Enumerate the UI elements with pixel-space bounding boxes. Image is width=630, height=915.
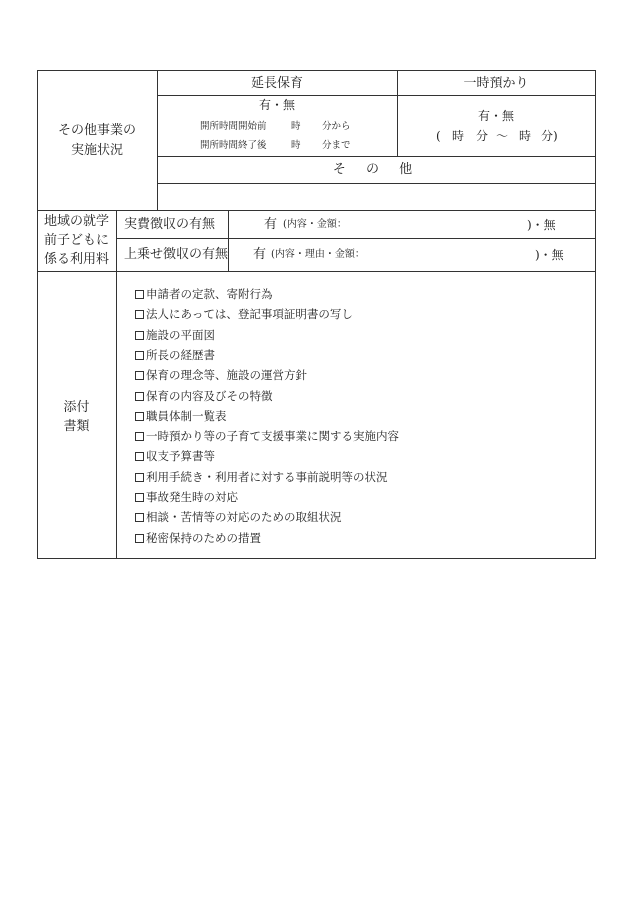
extended-start-min: 分から	[322, 121, 351, 132]
temp-care-header: 一時預かり	[463, 76, 529, 91]
attachment-item[interactable]	[135, 530, 261, 545]
actual-cost-yes[interactable]: 有	[264, 217, 278, 232]
checkbox-icon[interactable]	[135, 412, 144, 421]
attachment-item[interactable]	[135, 451, 215, 463]
divider	[116, 210, 117, 559]
table-border-bottom	[37, 558, 596, 559]
attachment-item-label: 法人にあっては、登記事項証明書の写し	[146, 307, 353, 322]
temp-care-time-m2: 分)	[541, 129, 558, 143]
divider	[157, 70, 158, 210]
attachment-item-label: 保育の内容及びその特徴	[146, 388, 273, 403]
divider	[37, 210, 596, 211]
checkbox-icon[interactable]	[135, 392, 144, 401]
attachment-item[interactable]	[135, 347, 215, 362]
fees-label-line3: 係る利用料	[43, 252, 109, 267]
temp-care-time-open: (	[436, 129, 441, 143]
fees-label-line1: 地域の就学	[43, 214, 109, 229]
extended-start-label: 開所時間開始前	[200, 121, 267, 132]
other-business-label-line2: 実施状況	[70, 143, 123, 158]
table-border-top	[37, 70, 596, 71]
temp-care-time-tilde: ～	[496, 129, 509, 143]
divider	[116, 238, 596, 239]
temp-care-yes-no[interactable]: 有・無	[477, 109, 514, 123]
checkbox-icon[interactable]	[135, 290, 144, 299]
others-value[interactable]	[165, 190, 585, 206]
extended-end-min: 分まで	[322, 140, 351, 151]
temp-care-time-h1: 時	[452, 129, 465, 143]
checkbox-icon[interactable]	[135, 371, 144, 380]
divider	[157, 95, 596, 96]
extended-care-yes-no[interactable]: 有・無	[258, 98, 295, 112]
actual-cost-label: 実費徴収の有無	[124, 217, 216, 232]
others-header: そ の 他	[332, 162, 421, 177]
extended-care-header: 延長保育	[250, 76, 303, 91]
attachment-item[interactable]	[135, 289, 273, 301]
temp-care-time-h2: 時	[519, 129, 532, 143]
attachment-item-label: 一時預かり等の子育て支援事業に関する実施内容	[146, 429, 399, 444]
other-business-label-line1: その他事業の	[57, 123, 136, 138]
extra-charge-no[interactable]: )・無	[535, 248, 564, 262]
extra-charge-label: 上乗せ徴収の有無	[124, 247, 229, 262]
attachment-item-label: 所長の経歴書	[146, 347, 215, 362]
attachments-label-line1: 添付	[63, 400, 90, 415]
attachment-item-label: 秘密保持のための措置	[146, 530, 261, 545]
attachment-item[interactable]	[135, 408, 227, 423]
checkbox-icon[interactable]	[135, 534, 144, 543]
divider	[157, 156, 596, 157]
attachment-item-label: 事故発生時の対応	[146, 490, 238, 504]
fees-label-line2: 前子どもに	[43, 233, 109, 248]
table-border-right	[595, 70, 596, 559]
attachment-item-label: 申請者の定款、寄附行為	[146, 287, 273, 301]
checkbox-icon[interactable]	[135, 473, 144, 482]
attachment-item[interactable]	[135, 370, 307, 382]
attachment-item-label: 利用手続き・利用者に対する事前説明等の状況	[146, 469, 388, 484]
attachment-item-label: 相談・苦情等の対応のための取組状況	[146, 510, 342, 525]
extra-charge-yes[interactable]: 有	[253, 247, 267, 262]
checkbox-icon[interactable]	[135, 310, 144, 319]
actual-cost-no[interactable]: )・無	[527, 218, 556, 232]
attachment-item-label: 保育の理念等、施設の運営方針	[146, 368, 307, 383]
attachment-item[interactable]	[135, 431, 399, 443]
actual-cost-detail: (内容・金額：	[283, 219, 347, 230]
checkbox-icon[interactable]	[135, 513, 144, 522]
checkbox-icon[interactable]	[135, 493, 144, 502]
divider	[157, 183, 596, 184]
attachment-item[interactable]	[135, 309, 353, 321]
extended-end-hour: 時	[291, 140, 301, 151]
checkbox-icon[interactable]	[135, 331, 144, 340]
checkbox-icon[interactable]	[135, 351, 144, 360]
attachment-item[interactable]	[135, 469, 388, 484]
attachment-item-label: 職員体制一覧表	[146, 408, 227, 423]
extended-end-label: 開所時間終了後	[200, 140, 267, 151]
attachments-label-line2: 書類	[63, 419, 90, 434]
attachment-item[interactable]	[135, 388, 273, 403]
extended-start-hour: 時	[291, 121, 301, 132]
checkbox-icon[interactable]	[135, 432, 144, 441]
divider	[228, 210, 229, 271]
checkbox-icon[interactable]	[135, 452, 144, 461]
attachment-item[interactable]	[135, 492, 238, 504]
temp-care-time-m1: 分	[476, 129, 489, 143]
attachment-item[interactable]	[135, 512, 342, 524]
attachment-item-label: 施設の平面図	[146, 327, 215, 342]
divider	[37, 271, 596, 272]
attachment-item[interactable]	[135, 327, 215, 342]
attachment-item-label: 収支予算書等	[146, 449, 215, 464]
extra-charge-detail: (内容・理由・金額：	[271, 249, 365, 260]
